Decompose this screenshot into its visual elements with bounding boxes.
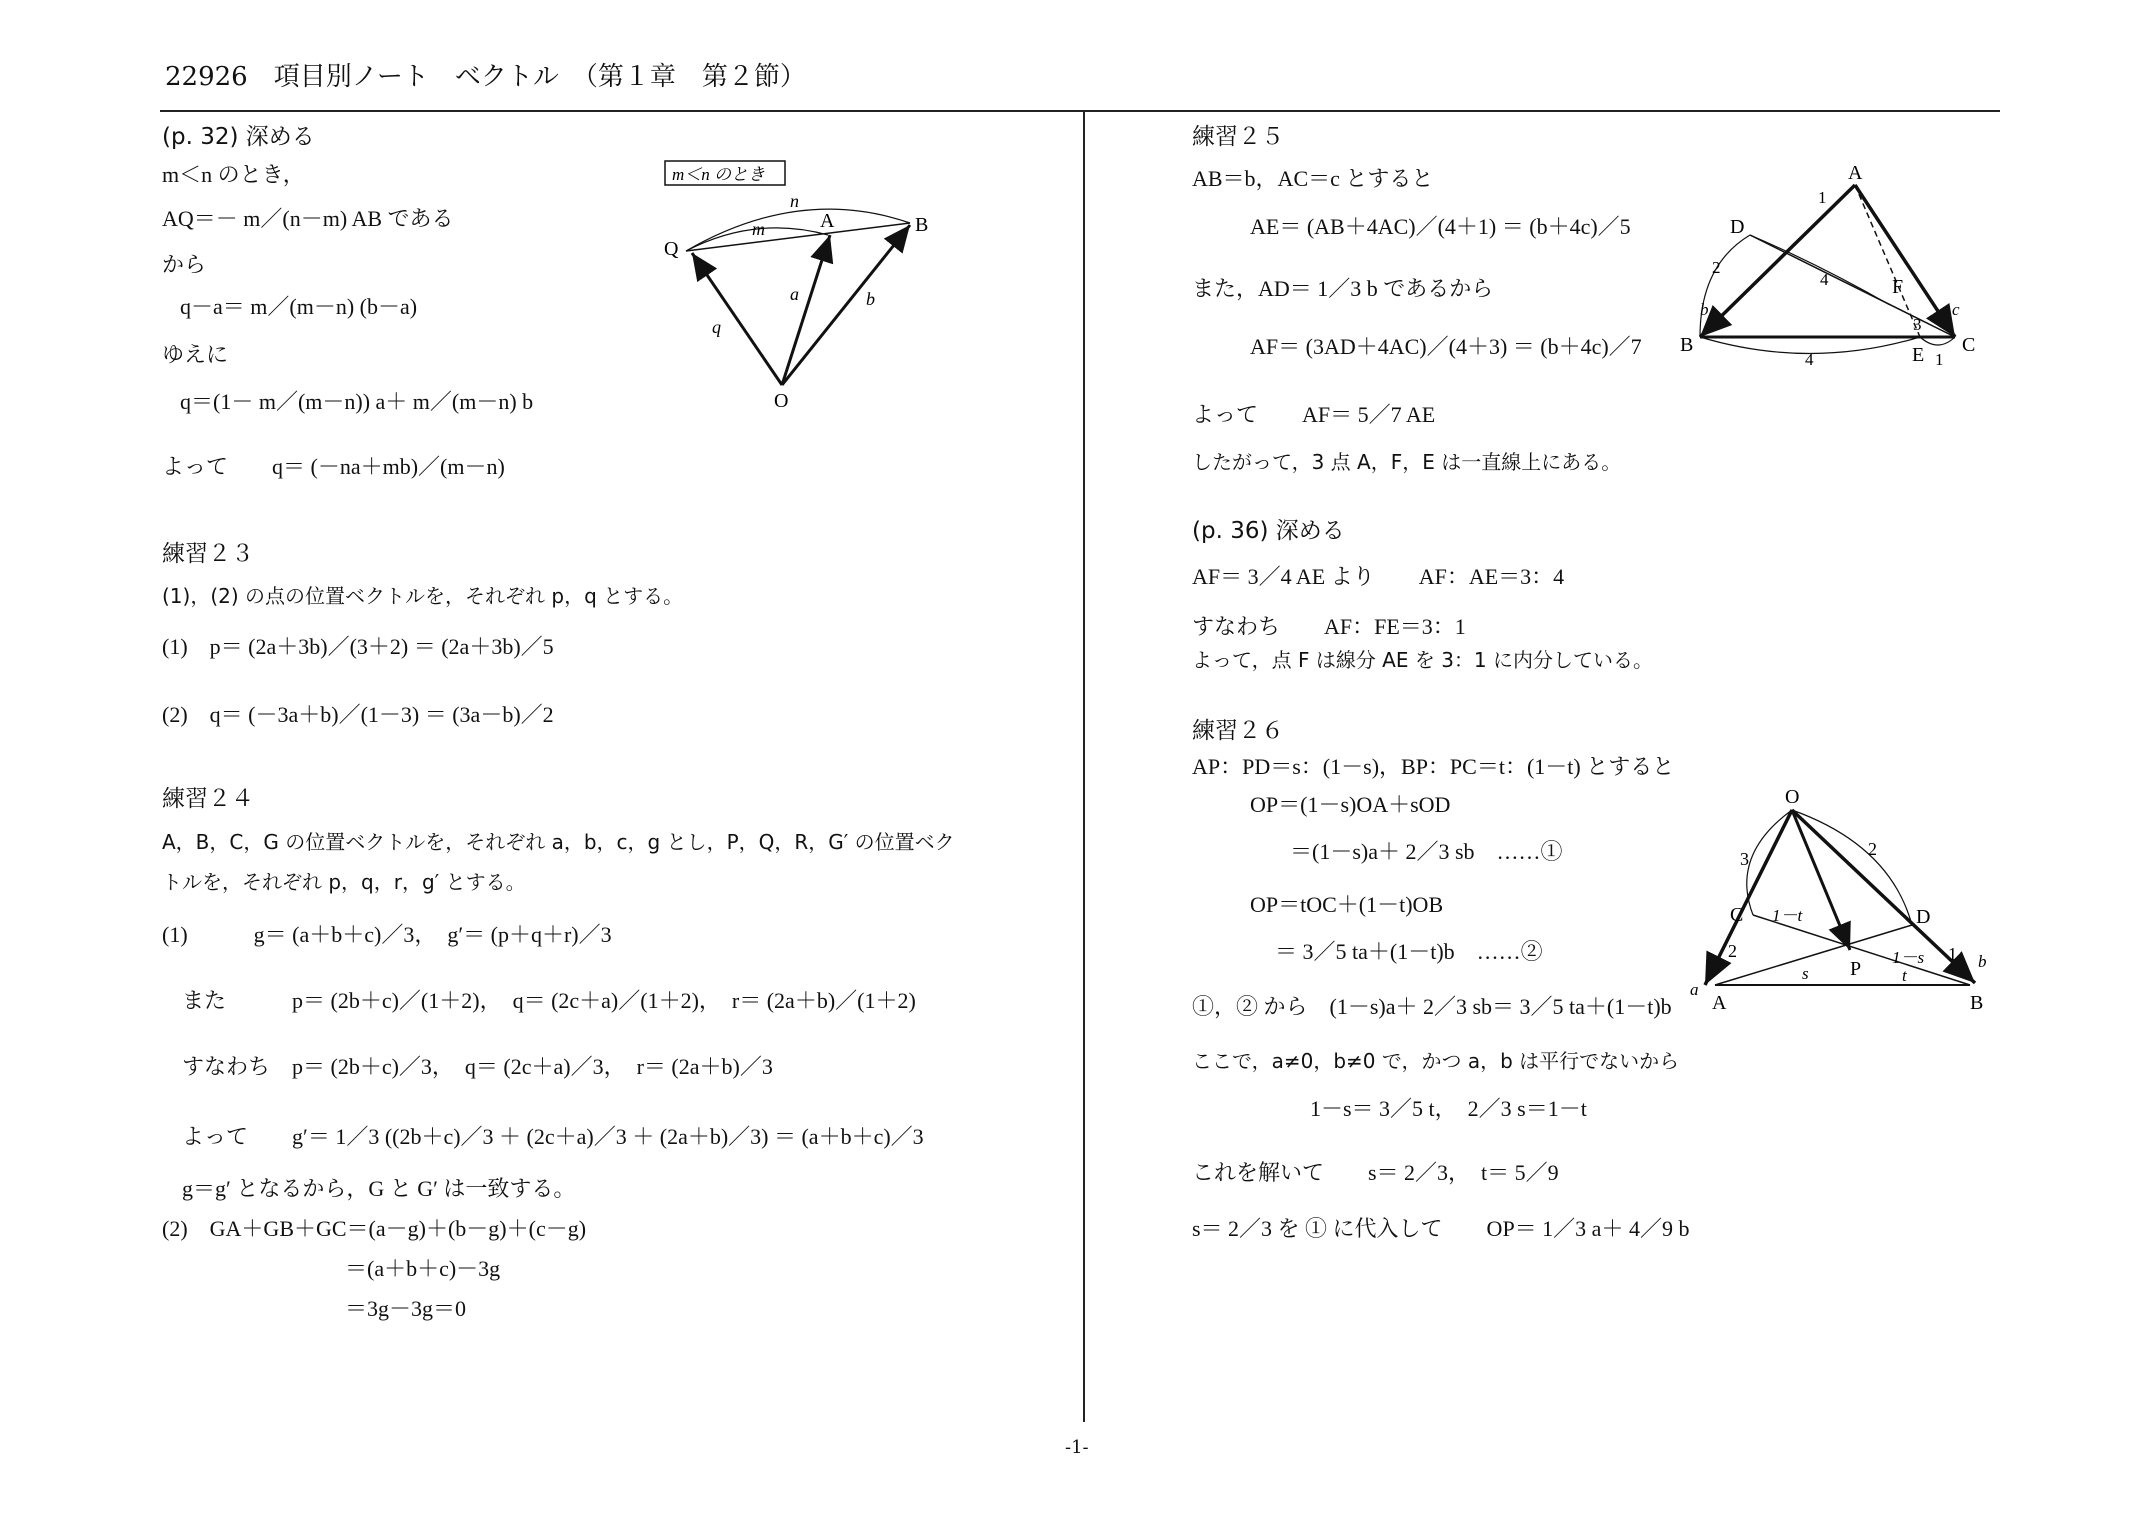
- page-title: 22926 項目別ノート ベクトル （第１章 第２節）: [165, 62, 806, 92]
- svg-text:1: 1: [1935, 350, 1944, 369]
- svg-text:1－t: 1－t: [1772, 906, 1803, 925]
- svg-text:2: 2: [1728, 941, 1737, 961]
- svg-text:2: 2: [1868, 839, 1877, 859]
- math-line: OP＝(1－s)OA＋sOD: [1250, 792, 1451, 817]
- text-line: ここで，a≠0，b≠0 で，かつ a，b は平行でないから: [1192, 1049, 1680, 1073]
- svg-text:P: P: [1850, 958, 1862, 980]
- math-line: (2) GA＋GB＋GC＝(a－g)＋(b－g)＋(c－g): [162, 1216, 587, 1241]
- math-line: AF＝ 3／4 AE より AF：AE＝3：4: [1192, 564, 1565, 589]
- svg-text:1－s: 1－s: [1892, 948, 1925, 967]
- svg-text:t: t: [1902, 966, 1907, 985]
- math-line: AQ＝－ m／(n－m) AB である: [162, 206, 454, 231]
- svg-text:B: B: [1680, 334, 1694, 356]
- math-line: (1) g＝ (a＋b＋c)／3， g′＝ (p＋q＋r)／3: [162, 922, 612, 947]
- text-line: ゆえに: [162, 342, 229, 367]
- svg-text:O: O: [1785, 786, 1800, 808]
- math-line: ＝(a＋b＋c)－3g: [345, 1256, 501, 1281]
- vector-diagram-q-a-b: [640, 155, 940, 415]
- svg-text:B: B: [1970, 992, 1984, 1014]
- svg-text:2: 2: [1712, 258, 1721, 277]
- text-line: から: [162, 252, 207, 277]
- svg-text:q: q: [712, 317, 721, 337]
- triangle-diagram-oab: [1690, 785, 2010, 1015]
- svg-text:D: D: [1730, 216, 1745, 238]
- math-line: (1) p＝ (2a＋3b)／(3＋2) ＝ (2a＋3b)／5: [162, 634, 554, 659]
- svg-text:A: A: [1712, 992, 1727, 1014]
- text-line: したがって，3 点 A，F，E は一直線上にある。: [1192, 450, 1622, 474]
- math-line: ①，② から (1－s)a＋ 2／3 sb＝ 3／5 ta＋(1－t)b: [1192, 994, 1672, 1019]
- heading-fukameru-32: (p. 32) 深める: [162, 124, 315, 150]
- math-line: ＝(1－s)a＋ 2／3 sb ……①: [1290, 839, 1563, 864]
- svg-text:1: 1: [1948, 944, 1957, 964]
- text-line: よって，点 F は線分 AE を 3：1 に内分している。: [1192, 648, 1654, 672]
- math-line: OP＝tOC＋(1－t)OB: [1250, 892, 1444, 917]
- math-line: よって AF＝ 5／7 AE: [1192, 402, 1436, 427]
- math-line: ＝ 3／5 ta＋(1－t)b ……②: [1275, 939, 1543, 964]
- text-line: (1)，(2) の点の位置ベクトルを，それぞれ p，q とする。: [162, 584, 684, 608]
- svg-text:3: 3: [1913, 315, 1922, 334]
- heading-fukameru-36: (p. 36) 深める: [1192, 518, 1345, 544]
- page-number: -1-: [1065, 1437, 1089, 1458]
- svg-text:4: 4: [1805, 350, 1814, 369]
- svg-text:m: m: [752, 219, 765, 239]
- svg-text:1: 1: [1818, 188, 1827, 207]
- svg-text:b: b: [866, 289, 875, 309]
- math-line: また p＝ (2b＋c)／(1＋2)， q＝ (2c＋a)／(1＋2)， r＝ (2a＋b)／(1＋2): [182, 988, 916, 1013]
- math-line: ＝3g－3g＝0: [345, 1296, 467, 1321]
- svg-text:4: 4: [1820, 270, 1829, 289]
- math-line: すなわち AF：FE＝3：1: [1192, 614, 1466, 639]
- svg-text:c: c: [1952, 300, 1960, 319]
- math-line: s＝ 2／3 を ① に代入して OP＝ 1／3 a＋ 4／9 b: [1192, 1216, 1690, 1241]
- svg-text:b: b: [1978, 952, 1987, 971]
- fig-caption: m＜n のとき: [672, 165, 766, 184]
- svg-text:F: F: [1892, 276, 1904, 298]
- svg-text:B: B: [915, 214, 929, 236]
- text-line: g＝g′ となるから，G と G′ は一致する。: [182, 1176, 576, 1201]
- math-line: すなわち p＝ (2b＋c)／3， q＝ (2c＋a)／3， r＝ (2a＋b)／3: [182, 1054, 773, 1079]
- math-line: AP：PD＝s：(1－s)，BP：PC＝t：(1－t) とすると: [1192, 754, 1675, 779]
- svg-text:a: a: [1690, 980, 1699, 999]
- math-line: 1－s＝ 3／5 t， 2／3 s＝1－t: [1310, 1096, 1587, 1121]
- svg-text:O: O: [774, 390, 789, 412]
- heading-ex26: 練習２６: [1192, 718, 1284, 744]
- text-line: トルを，それぞれ p，q，r，g′ とする。: [162, 870, 526, 894]
- header-rule: [160, 110, 2000, 112]
- svg-text:b: b: [1700, 300, 1709, 319]
- svg-text:s: s: [1802, 964, 1809, 983]
- svg-text:a: a: [790, 284, 799, 304]
- svg-text:D: D: [1916, 906, 1931, 928]
- math-line: AE＝ (AB＋4AC)／(4＋1) ＝ (b＋4c)／5: [1250, 214, 1631, 239]
- svg-text:A: A: [1848, 162, 1863, 184]
- text-line: A，B，C，G の位置ベクトルを，それぞれ a，b，c，g とし，P，Q，R，G′ の位置ベク: [162, 830, 955, 854]
- math-line: よって g′＝ 1／3 ((2b＋c)／3 ＋ (2c＋a)／3 ＋ (2a＋b)／3) ＝ (a＋b＋c)／3: [182, 1124, 924, 1149]
- svg-text:C: C: [1962, 334, 1976, 356]
- svg-text:Q: Q: [664, 238, 679, 260]
- math-line: q－a＝ m／(m－n) (b－a): [180, 294, 418, 319]
- math-line: また，AD＝ 1／3 b であるから: [1192, 276, 1494, 301]
- triangle-diagram-abc: [1680, 155, 2000, 375]
- heading-ex25: 練習２５: [1192, 124, 1284, 150]
- svg-text:3: 3: [1740, 849, 1749, 869]
- text-line: m＜n のとき，: [162, 162, 305, 187]
- math-line: これを解いて s＝ 2／3， t＝ 5／9: [1192, 1160, 1559, 1185]
- heading-ex24: 練習２４: [162, 786, 254, 812]
- math-line: (2) q＝ (－3a＋b)／(1－3) ＝ (3a－b)／2: [162, 702, 554, 727]
- math-line: q＝(1－ m／(m－n)) a＋ m／(m－n) b: [180, 389, 534, 414]
- heading-ex23: 練習２３: [162, 541, 254, 567]
- column-divider: [1083, 112, 1085, 1422]
- math-line: AF＝ (3AD＋4AC)／(4＋3) ＝ (b＋4c)／7: [1250, 334, 1642, 359]
- svg-text:C: C: [1730, 904, 1744, 926]
- math-line: よって q＝ (－na＋mb)／(m－n): [162, 454, 505, 479]
- math-line: AB＝b，AC＝c とすると: [1192, 166, 1434, 191]
- svg-text:n: n: [790, 191, 799, 211]
- svg-text:E: E: [1912, 344, 1925, 366]
- svg-text:A: A: [820, 210, 835, 232]
